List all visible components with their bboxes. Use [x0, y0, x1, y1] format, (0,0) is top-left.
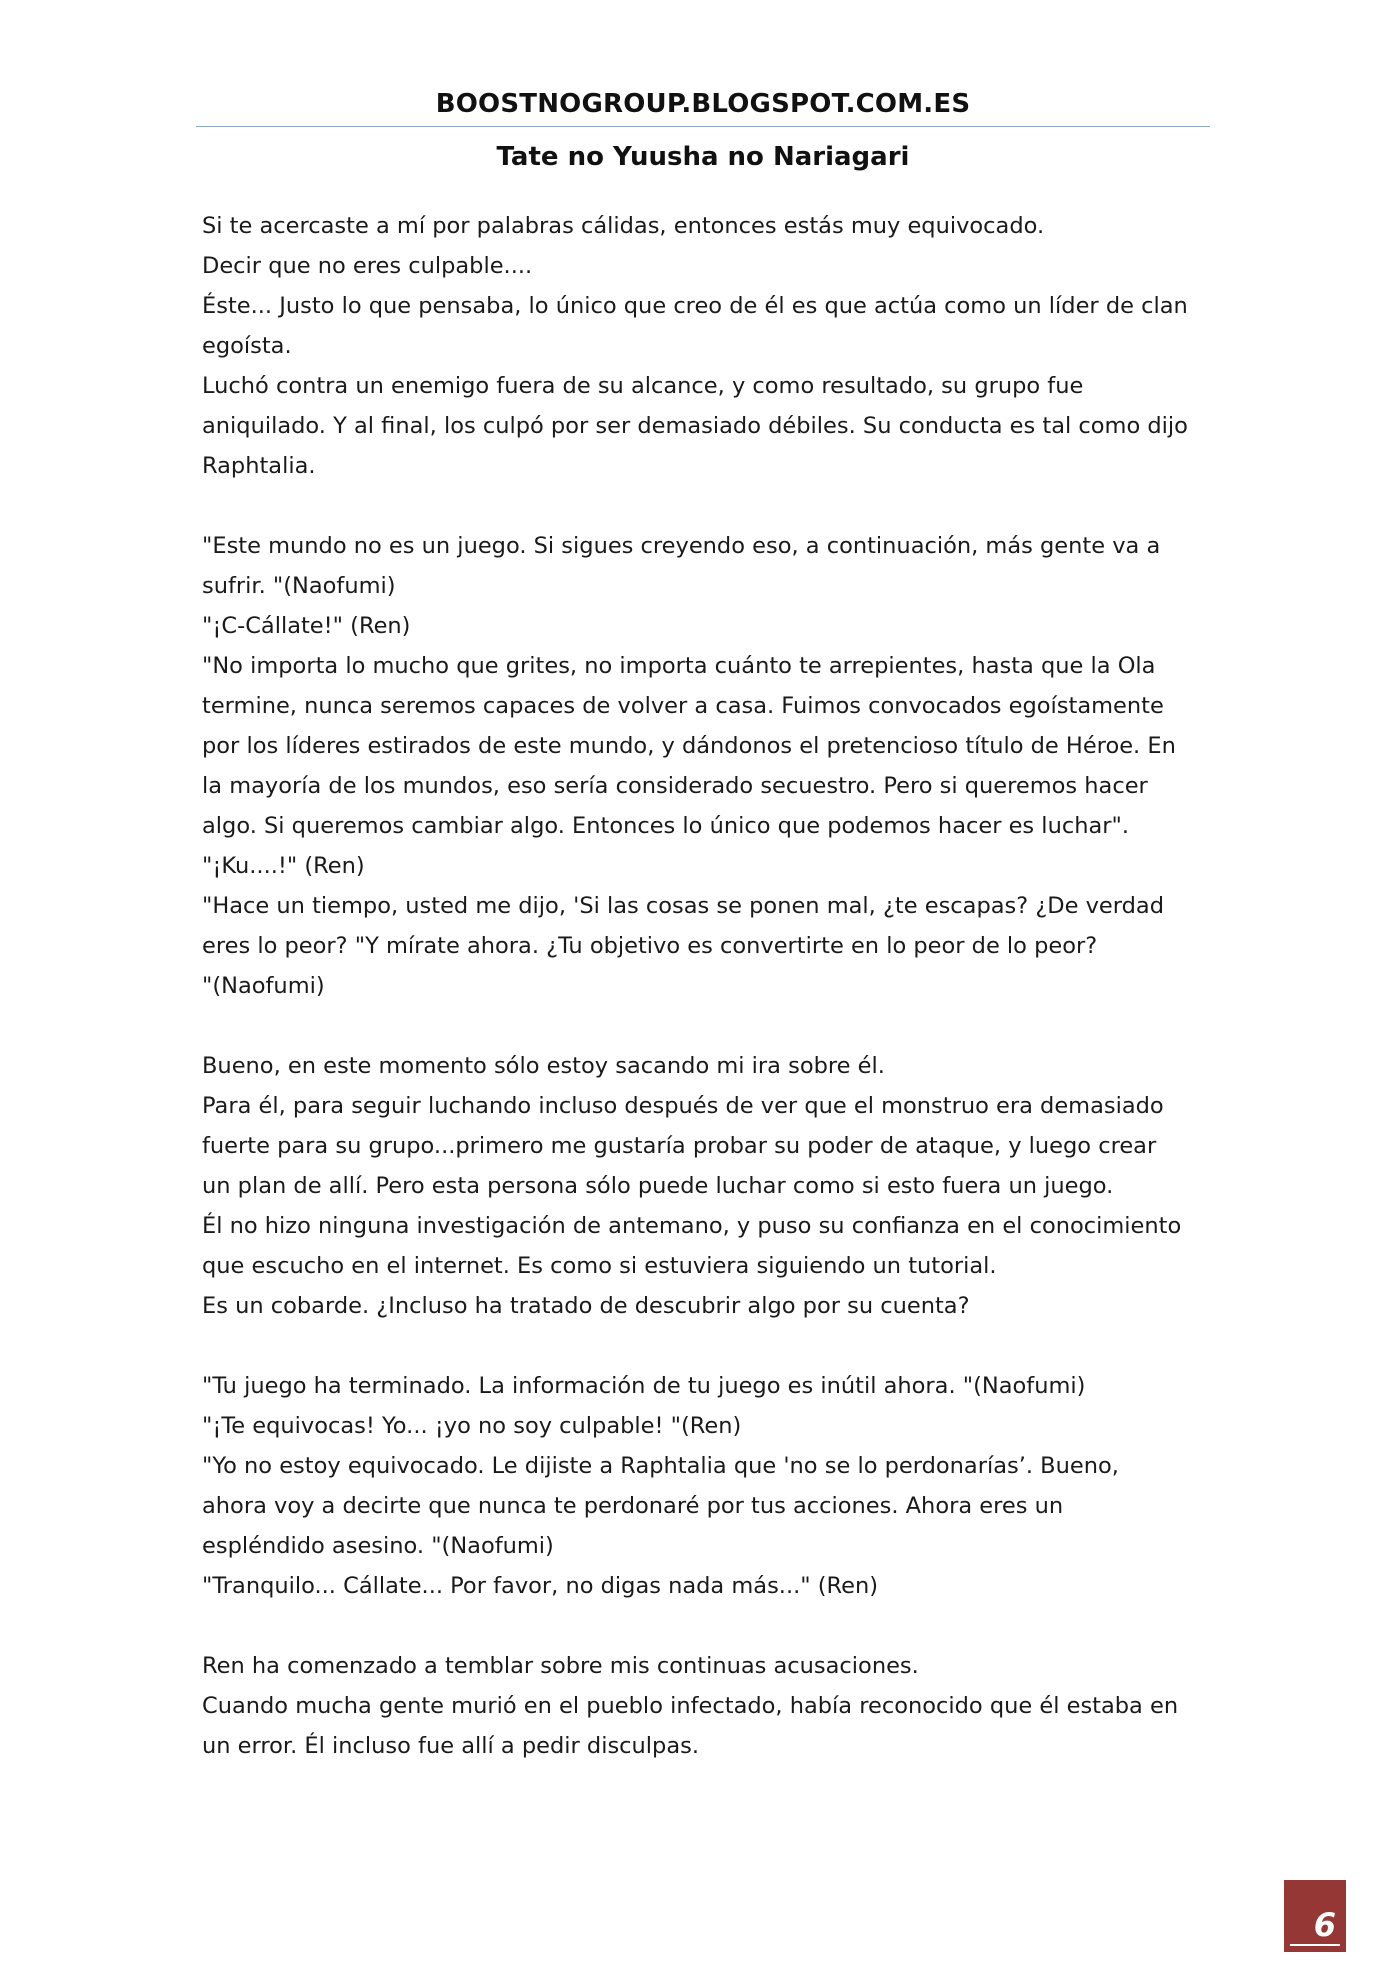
text-line: Ren ha comenzado a temblar sobre mis continuas acusaciones. [202, 1653, 919, 1679]
text-line: Es un cobarde. ¿Incluso ha tratado de descubrir algo por su cuenta? [202, 1293, 970, 1319]
text-line: ahora voy a decirte que nunca te perdonaré por tus acciones. Ahora eres un [202, 1493, 1064, 1519]
text-line: un plan de allí. Pero esta persona sólo puede luchar como si esto fuera un juego. [202, 1173, 1114, 1199]
blank-line [202, 486, 1212, 526]
text-line: "¡Ku....!" (Ren) [202, 853, 365, 879]
blank-line [202, 1006, 1212, 1046]
text-line: aniquilado. Y al final, los culpó por ser demasiado débiles. Su conducta es tal como dijo [202, 413, 1188, 439]
body-text [202, 206, 1212, 1766]
page-number-underline [1290, 1944, 1340, 1946]
text-line: eres lo peor? "Y mírate ahora. ¿Tu objetivo es convertirte en lo peor de lo peor? [202, 933, 1098, 959]
text-line: espléndido asesino. "(Naofumi) [202, 1533, 554, 1559]
text-line: "No importa lo mucho que grites, no importa cuánto te arrepientes, hasta que la Ola [202, 653, 1156, 679]
text-line: la mayoría de los mundos, eso sería considerado secuestro. Pero si queremos hacer [202, 773, 1148, 799]
header-divider [196, 126, 1210, 127]
text-line: "Tu juego ha terminado. La información de tu juego es inútil ahora. "(Naofumi) [202, 1373, 1086, 1399]
text-line: "Este mundo no es un juego. Si sigues creyendo eso, a continuación, más gente va a [202, 533, 1161, 559]
text-line: egoísta. [202, 333, 292, 359]
text-line: "(Naofumi) [202, 973, 325, 999]
text-line: "Yo no estoy equivocado. Le dijiste a Raphtalia que 'no se lo perdonarías’. Bueno, [202, 1453, 1119, 1479]
book-title: Tate no Yuusha no Nariagari [496, 142, 910, 172]
page-header [196, 86, 1210, 175]
text-line: "¡C-Cállate!" (Ren) [202, 613, 411, 639]
site-title: BOOSTNOGROUP.BLOGSPOT.COM.ES [435, 89, 971, 119]
text-line: Él no hizo ninguna investigación de antemano, y puso su confianza en el conocimiento [202, 1213, 1182, 1239]
text-line: un error. Él incluso fue allí a pedir disculpas. [202, 1733, 699, 1759]
text-line: "Hace un tiempo, usted me dijo, 'Si las cosas se ponen mal, ¿te escapas? ¿De verdad [202, 893, 1164, 919]
text-line: que escucho en el internet. Es como si estuviera siguiendo un tutorial. [202, 1253, 997, 1279]
text-line: Luchó contra un enemigo fuera de su alcance, y como resultado, su grupo fue [202, 373, 1084, 399]
text-line: Decir que no eres culpable.... [202, 253, 533, 279]
text-line: Para él, para seguir luchando incluso después de ver que el monstruo era demasiado [202, 1093, 1164, 1119]
blank-line [202, 1606, 1212, 1646]
text-line: Cuando mucha gente murió en el pueblo infectado, había reconocido que él estaba en [202, 1693, 1179, 1719]
text-line: Bueno, en este momento sólo estoy sacando mi ira sobre él. [202, 1053, 885, 1079]
text-line: fuerte para su grupo...primero me gustaría probar su poder de ataque, y luego crear [202, 1133, 1157, 1159]
text-line: Si te acercaste a mí por palabras cálidas, entonces estás muy equivocado. [202, 213, 1045, 239]
text-line: por los líderes estirados de este mundo, y dándonos el pretencioso título de Héroe. En [202, 733, 1176, 759]
text-line: Raphtalia. [202, 453, 316, 479]
text-line: "¡Te equivocas! Yo... ¡yo no soy culpable! "(Ren) [202, 1413, 742, 1439]
text-line: Éste... Justo lo que pensaba, lo único que creo de él es que actúa como un líder de clan [202, 293, 1188, 319]
blank-line [202, 1326, 1212, 1366]
text-line: termine, nunca seremos capaces de volver a casa. Fuimos convocados egoístamente [202, 693, 1164, 719]
text-line: sufrir. "(Naofumi) [202, 573, 396, 599]
text-line: "Tranquilo... Cállate... Por favor, no digas nada más..." (Ren) [202, 1573, 879, 1599]
page-number: 6 [1313, 1906, 1336, 1944]
page-number-badge [1284, 1880, 1346, 1952]
text-line: algo. Si queremos cambiar algo. Entonces lo único que podemos hacer es luchar". [202, 813, 1129, 839]
